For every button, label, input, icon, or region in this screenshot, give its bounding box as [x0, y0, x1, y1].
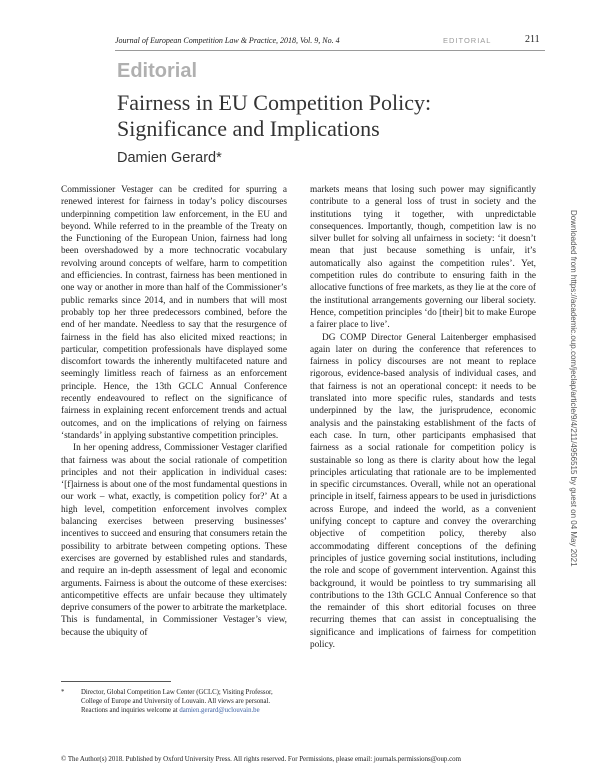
article-author: Damien Gerard*: [117, 150, 222, 166]
running-header: [115, 36, 545, 45]
section-heading: Editorial: [117, 60, 198, 82]
footnote-text: Director, Global Competition Law Center (GCLC); Visiting Professor, College of Europe and University of Louvain. All views are personal. Reactions and inquiries welcome at: [81, 689, 273, 714]
journal-citation: Journal of European Competition Law & Practice, 2018, Vol. 9, No. 4: [115, 36, 340, 45]
author-email-link[interactable]: damien.gerard@uclouvain.be: [179, 707, 260, 714]
paragraph: In her opening address, Commissioner Vestager clarified that fairness was about the social rationale of competition principles and not their application in individual cases: ‘[f]airness is about one of the most fundamental questions in our work – what, exactly, is competition policy for?’ At a high level, competition enforcement involves complex balancing exercises between preserving businesses’ incentives to succeed and ensuring that consumers retain the possibility to arbitrate between competing options. These exercises are governed by established rules and standards, and require an in-depth assessment of legal and economic arguments. Fairness is about the outcome of these exercises: anticompetitive effects are unfair because they ultimately deprive consumers of the power to arbitrate the marketplace. This is fundamental, in Commissioner Vestager’s view, because the ubiquity of: [61, 443, 287, 638]
paragraph: DG COMP Director General Laitenberger emphasised again later on during the conference that references to fairness in policy discourses are not meant to replace rigorous, evidence-based analysis of individual cases, and that fairness is not an operational concept: it needs to be translated into more specific rules, standards and tests underpinned by the law, the jurisprudence, economic analysis and the painstaking establishment of the facts of each case. In turn, other participants emphasised that fairness as a social rationale for competition policy is sustainable so long as there is clarity about how the legal principles articulating that rationale are to be implemented in specific circumstances. Overall, while not an operational principle in itself, fairness appears to be used in jurisdictions across Europe, and indeed the world, as a convenient unifying concept to capture and convey the overarching objective of competition policy, thereby also accommodating different conceptions of the defining principles of justice governing social institutions, including the role and scope of government intervention. Against this background, it would be pointless to try summarising all contributions to the 13th GCLC Annual Conference so that the remainder of this short editorial focuses on three recurring themes that can assist in conceptualising the significance and implications of fairness for competition policy.: [310, 332, 536, 650]
copyright-footer: © The Author(s) 2018. Published by Oxford University Press. All rights reserved. For Permissions, please email: journals.permissions@oup.com: [61, 756, 461, 763]
header-rule: [115, 50, 545, 51]
footnote-marker: *: [61, 689, 65, 696]
download-notice: Downloaded from https://academic.oup.com/jeclap/article/9/4/211/4956515 by guest on 04 May 2021: [569, 210, 578, 567]
footnote-rule: [61, 681, 171, 682]
paragraph: Commissioner Vestager can be credited for spurring a renewed interest for fairness in today’s policy discourses underpinning competition law enforcement, in the EU and beyond. While referred to in the preamble of the Treaty on the Functioning of the European Union, fairness had long been overshadowed by a more technocratic vocabulary revolving around concepts of welfare, harm to competition and efficiencies. In contrast, fairness has been mentioned in one way or another in more than half of the Commissioner’s public remarks since 2014, and in numbers that will most probably top her three predecessors combined, before the end of her mandate. Needless to say that the resurgence of fairness in the field has also elicited mixed reactions; in particular, competition professionals have displayed some discomfort towards the inherently multifaceted nature and seemingly limitless reach of fairness as an enforcement principle. Hence, the 13th GCLC Annual Conference recently endeavoured to reflect on the significance of fairness in explaining recent enforcement trends and actual outcomes, and on the implications of relying on fairness ‘standards’ in applying substantive competition principles.: [61, 185, 287, 441]
author-footnote: [61, 688, 291, 715]
body-column-left: [61, 184, 287, 639]
page-number: 211: [525, 34, 540, 45]
body-column-right: [310, 184, 536, 651]
download-watermark: [569, 210, 579, 670]
section-label-header: EDITORIAL: [443, 36, 492, 45]
paragraph: markets means that losing such power may significantly contribute to a general loss of trust in society and the institutions tying it together, with unpredictable consequences. Importantly, though, competition law is no silver bullet for solving all unfairness in society: ‘it doesn’t mean that just because something is unfair, it’s automatically also against the competition rules’. Yet, competition rules do contribute to ensuring faith in the allocative functions of free markets, as they lie at the core of the institutional arrangements governing our liberal society. Hence, competition principles ‘do [their] bit to make Europe a fairer place to live’.: [310, 185, 536, 331]
article-title: Fairness in EU Competition Policy: Significance and Implications: [117, 90, 432, 141]
